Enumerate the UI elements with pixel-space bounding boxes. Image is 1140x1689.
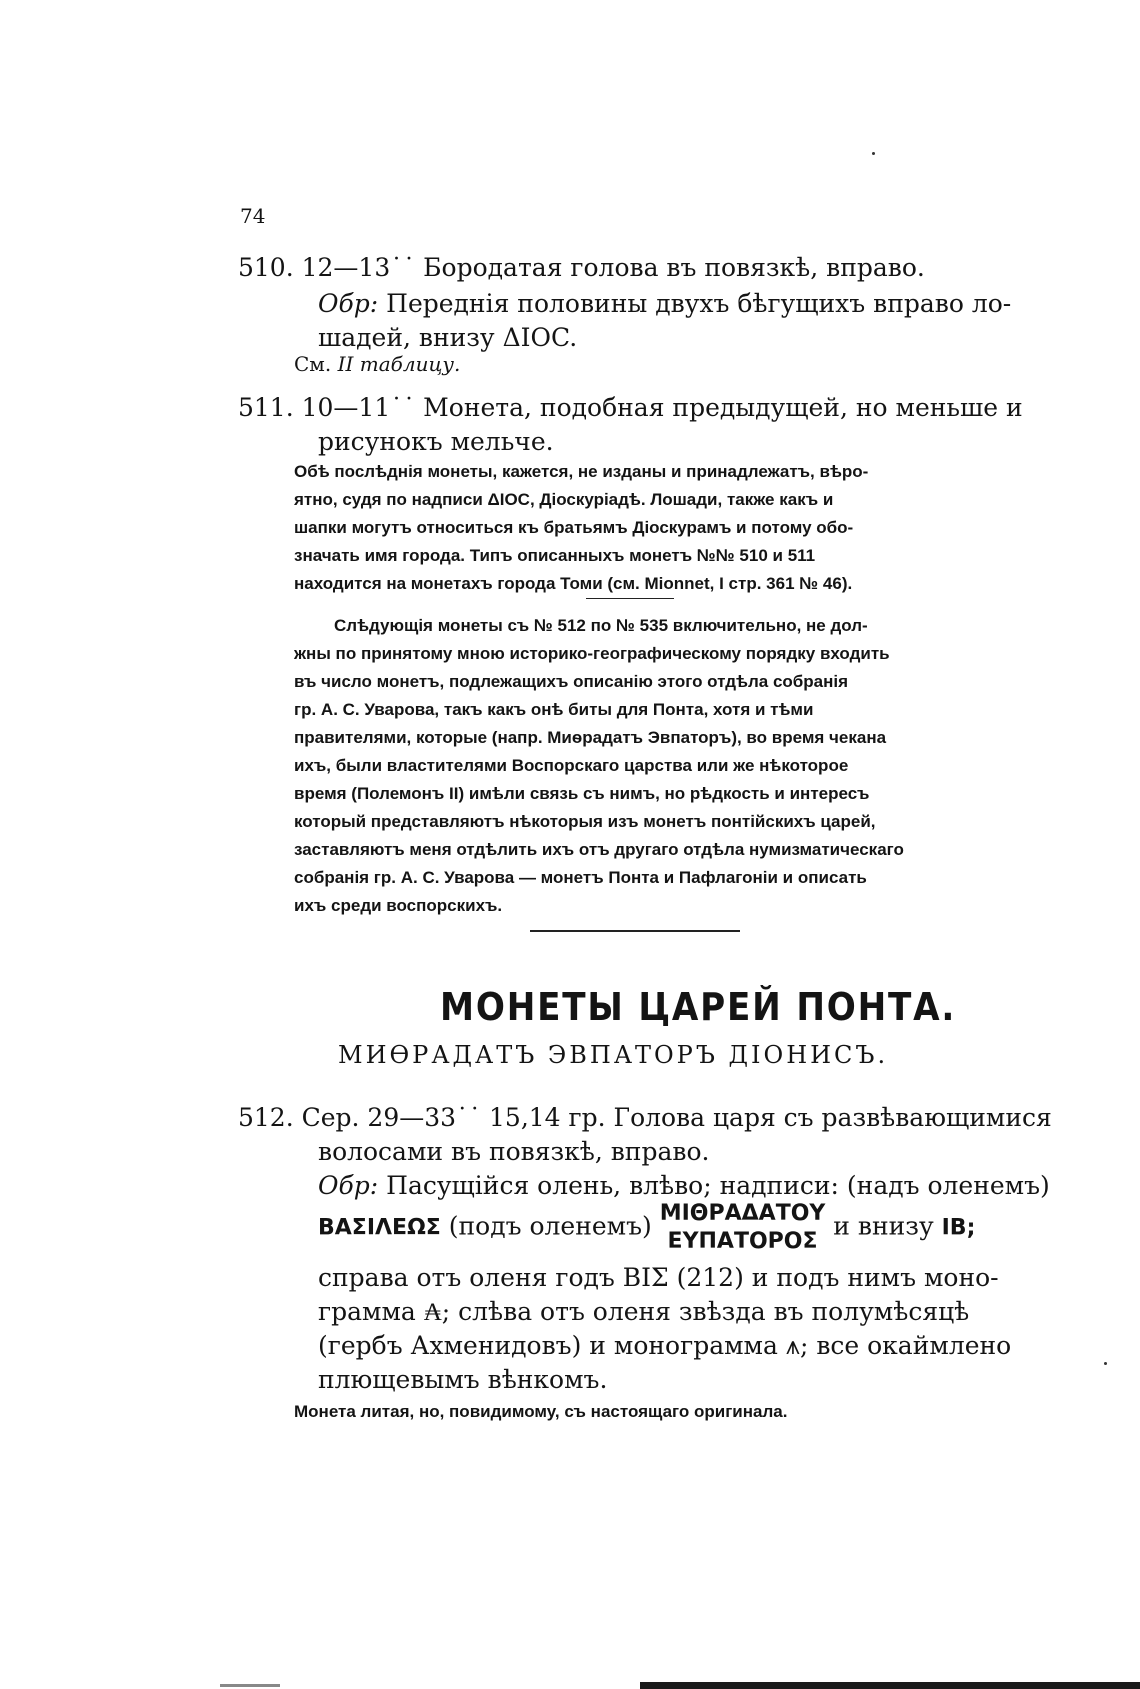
paragraph-line: жны по принятому мною историко-географическому порядку входить <box>294 644 890 663</box>
greek-stack <box>660 1200 826 1256</box>
entry-512-rest-line: грамма ₳; слѣва отъ оленя звѣзда въ полумѣсяцѣ <box>318 1297 970 1326</box>
paragraph-line: собранія гр. А. С. Уварова — монетъ Понта и Пафлагоніи и описать <box>294 868 867 887</box>
obverse-label: Обр: <box>318 1171 379 1200</box>
entry-512-line: 512. Сер. 29—33˙˙ 15,14 гр. Голова царя съ развѣвающимися <box>238 1103 1052 1132</box>
entry-512-rest-line: плющевымъ вѣнкомъ. <box>318 1365 608 1394</box>
section-subheading: МИѲРАДАТЪ ЭВПАТОРЪ ДІОНИСЪ. <box>338 1041 889 1069</box>
paragraph-line: который представляютъ нѣкоторыя изъ монетъ понтійскихъ царей, <box>294 812 876 831</box>
greek-mithradatou: ΜΙΘΡΑΔΑΤΟΥ <box>659 1201 826 1226</box>
entry-512-obverse <box>318 1170 1050 1202</box>
divider-long <box>530 930 740 932</box>
note-line: значать имя города. Типъ описанныхъ монетъ №№ 510 и 511 <box>294 546 816 565</box>
obverse-text: Пасущійся олень, влѣво; надписи: (надъ оленемъ) <box>386 1171 1050 1200</box>
paragraph-line: гр. А. С. Уварова, такъ какъ онѣ биты для Понта, хотя и тѣми <box>294 700 814 719</box>
intro-paragraph <box>294 612 984 920</box>
under-deer-text: (подъ оленемъ) <box>448 1211 652 1241</box>
entry-512-rest-line: справа отъ оленя годъ ΒΙΣ (212) и подъ нимъ моно- <box>318 1263 999 1292</box>
paragraph-line: Слѣдующія монеты съ № 512 по № 535 включительно, не дол- <box>334 616 868 635</box>
paragraph-line: въ число монетъ, подлежащихъ описанію этого отдѣла собранія <box>294 672 849 691</box>
scan-edge <box>640 1682 1140 1689</box>
scan-speck <box>1104 1362 1107 1365</box>
obverse-label: Обр: <box>318 289 379 318</box>
scan-edge <box>220 1684 280 1687</box>
entry-510-see <box>294 350 460 378</box>
section-heading: МОНЕТЫ ЦАРЕЙ ПОНТА. <box>440 985 957 1029</box>
greek-eupatoros: ΕΥΠΑΤΟΡΟΣ <box>667 1229 818 1254</box>
divider-short <box>586 598 674 599</box>
greek-basileos: ΒΑΣΙΛΕΩΣ <box>318 1215 441 1241</box>
obverse-text: Переднія половины двухъ бѣгущихъ вправо ло- <box>386 289 1012 318</box>
see-prefix: См. <box>294 352 332 376</box>
paragraph-line: правителями, которые (напр. Миѳрадатъ Эвпаторъ), во время чекана <box>294 728 887 747</box>
paragraph-line: время (Полемонъ II) имѣли связь съ нимъ, но рѣдкость и интересъ <box>294 784 870 803</box>
entry-510-obverse <box>318 288 1011 320</box>
page-number: 74 <box>240 204 266 228</box>
paragraph-line: ихъ, были властителями Воспорскаго царства или же нѣкоторое <box>294 756 849 775</box>
note-line: шапки могутъ относиться къ братьямъ Діоскурамъ и потому обо- <box>294 518 854 537</box>
below-text: и внизу <box>833 1211 934 1241</box>
entry-511-line-cont: рисунокъ мельче. <box>318 427 554 456</box>
entry-512-inscription <box>318 1200 975 1256</box>
entry-512-line-cont: волосами въ повязкѣ, вправо. <box>318 1137 710 1166</box>
entry-511-line: 511. 10—11˙˙ Монета, подобная предыдущей, но меньше и <box>238 393 1023 422</box>
paragraph-line: заставляютъ меня отдѣлить ихъ отъ другаго отдѣла нумизматическаго <box>294 840 904 859</box>
note-line: находится на монетахъ города Томи (см. Mionnet, I стр. 361 № 46). <box>294 574 853 593</box>
greek-ib: ΙΒ; <box>941 1215 976 1241</box>
entry-511-note <box>294 458 984 598</box>
scan-speck <box>872 152 875 155</box>
paragraph-line: ихъ среди воспорскихъ. <box>294 896 503 915</box>
note-line: Обѣ послѣднія монеты, кажется, не изданы и принадлежатъ, вѣро- <box>294 462 869 481</box>
note-line: ятно, судя по надписи ΔΙΟC, Діоскуріадѣ. Лошади, также какъ и <box>294 490 834 509</box>
see-ref: II таблицу. <box>337 352 461 376</box>
entry-510-obverse-cont: шадей, внизу ΔΙΟC. <box>318 323 578 352</box>
entry-510-line: 510. 12—13˙˙ Бородатая голова въ повязкѣ, вправо. <box>238 253 925 282</box>
entry-512-rest-line: (гербъ Ахменидовъ) и монограмма ⩚; все окаймлено <box>318 1331 1012 1360</box>
entry-512-note: Монета литая, но, повидимому, съ настоящаго оригинала. <box>294 1402 788 1421</box>
